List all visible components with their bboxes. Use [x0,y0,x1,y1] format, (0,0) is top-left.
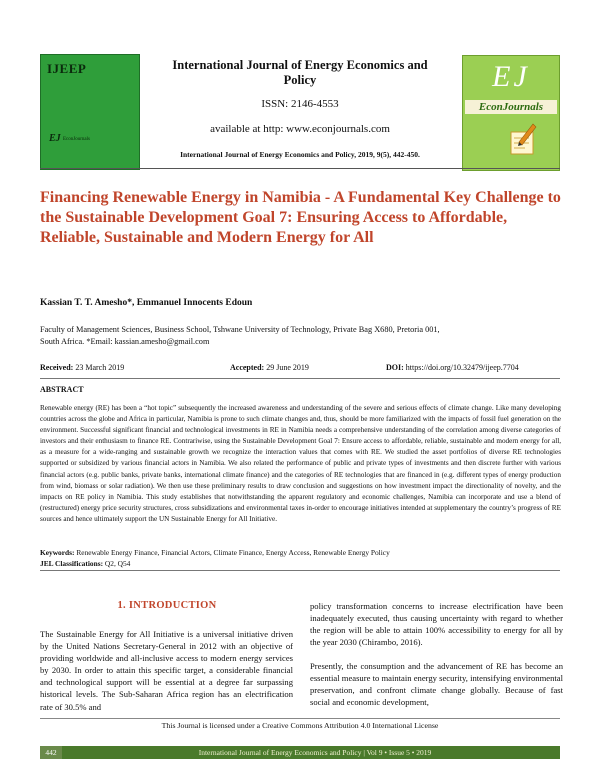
citation: International Journal of Energy Economics and Policy, 2019, 9(5), 442-450. [180,150,420,159]
page-footer [40,746,560,759]
affiliation [40,324,560,348]
logo-econjournals: EconJournals [478,101,544,113]
intro-column2-paragraph1: policy transformation concerns to increase electrification have been inadequately executed, thus causing uncertainty with regard to whether the region will be able to attain 100% accessibility to energy for all by the year 2030 (Chirambo, 2016). [310,601,563,648]
doi: DOI: https://doi.org/10.32479/ijeep.7704 [386,363,519,372]
keywords-block [40,547,560,569]
abstract-divider-bottom [40,570,560,571]
doi-link[interactable]: https://doi.org/10.32479/ijeep.7704 [405,363,519,372]
abstract-text: Renewable energy (RE) has been a “hot topic” subsequently the increased awareness and understanding of the severe and serious effects of climate change. Like many developing countries across the globe and Africa in particular, Namibia is prone to such climate changes and, thus, should be more familiarized with the impacts of fossil fuel generation on the environment. Successful significant financial and technological investments in RE in Namibia needs a comprehensive understanding of the correlation among diverse categories of investors and their enthusiasm to finance RE. Contrariwise, using the Sustainable Development Goal 7: Ensure access to affordable, reliable, sustainable and modern energy for all, as a measure for a wide-ranging and sustainable growth we recognize the interaction values that comes with RE. We studied the asset portfolios of diverse RE technologies supported or subsidized by various financial actors in Namibia. We also related the performance of public and private types of investments and then discrete further with various financial actors (e.g. public banks, private banks, international climate finance) and the categories of RE technologies that are financed in (e.g. different types of energy production from wind, biomass or solar radiation). We then use these preliminary results to draw conclusion and suggestions on how investment impact the directionality of novelty, and the impacts on RE policy in Namibia. This study establishes that notwithstanding the apparent regulatory and economic challenges, Namibia can incorporate and use a blend of (restructured) energy price security structures, cross subsidizations and environmental taxes in-order to encourage initiatives intended at supplementary the country’s progress of RE sources and hence ultimately support the UN Sustainable Energy for All Initiative. [40,404,561,523]
issn: ISSN: 2146-4553 [261,98,339,110]
section-heading-introduction: 1. INTRODUCTION [117,600,217,611]
accepted: Accepted: 29 June 2019 [230,363,309,372]
authors: Kassian T. T. Amesho*, Emmanuel Innocents Edoun [40,298,253,308]
intro-column2-paragraph2: Presently, the consumption and the advancement of RE has become an essential measure to maintain energy security, intensifying environmental preservation, and confront climate change globally. Because of fast social and economic development, [310,661,563,708]
cover-title: IJEEP [47,61,87,76]
intro-column1-paragraph: The Sustainable Energy for All Initiative is a universal initiative driven by the United Nations Secretary-General in 2012 with an objective of providing worldwide and all-inclusive access to modern energy services by 2030. In order to attain this specific target, a considerable financial and technological support will be essential at a degree far surpassing historical levels. The Sub-Saharan Africa region has an electrification rate of 30.5% and [40,629,293,712]
affiliation-line1: Faculty of Management Sciences, Business School, Tshwane University of Technology, Private Bag X680, Pretoria 001, [40,325,440,334]
available-at: available at http: www.econjournals.com [210,123,390,135]
license-divider [40,718,560,719]
keywords: Keywords: Renewable Energy Finance, Financial Actors, Climate Finance, Energy Access, Renewable Energy Policy [40,548,390,557]
cover-ej-small: EconJournals [63,137,90,142]
journal-name: International Journal of Energy Economics and Policy [172,58,428,87]
journal-cover-image [40,54,140,170]
header-divider [40,168,560,169]
logo-ej: EJ [492,60,530,93]
econjournals-logo [462,55,560,171]
paper-title: Financing Renewable Energy in Namibia - A Fundamental Key Challenge to the Sustainable Development Goal 7: Ensuring Access to Affordable, Reliable, Sustainable and Modern Energy for All [40,189,561,246]
pencil-paper-icon [509,122,537,156]
jel-classifications: JEL Classifications: Q2, Q54 [40,559,131,568]
license-notice: This Journal is licensed under a Creative Commons Attribution 4.0 International License [161,721,439,730]
abstract-divider-top [40,378,560,379]
abstract-heading: ABSTRACT [40,385,84,394]
page-number: 442 [40,746,62,759]
received: Received: 23 March 2019 [40,363,125,372]
cover-ej-mark: EJ [49,133,61,144]
affiliation-line2: South Africa. *Email: kassian.amesho@gmail.com [40,337,210,346]
footer-journal-info: International Journal of Energy Economics and Policy | Vol 9 • Issue 5 • 2019 [198,748,432,757]
